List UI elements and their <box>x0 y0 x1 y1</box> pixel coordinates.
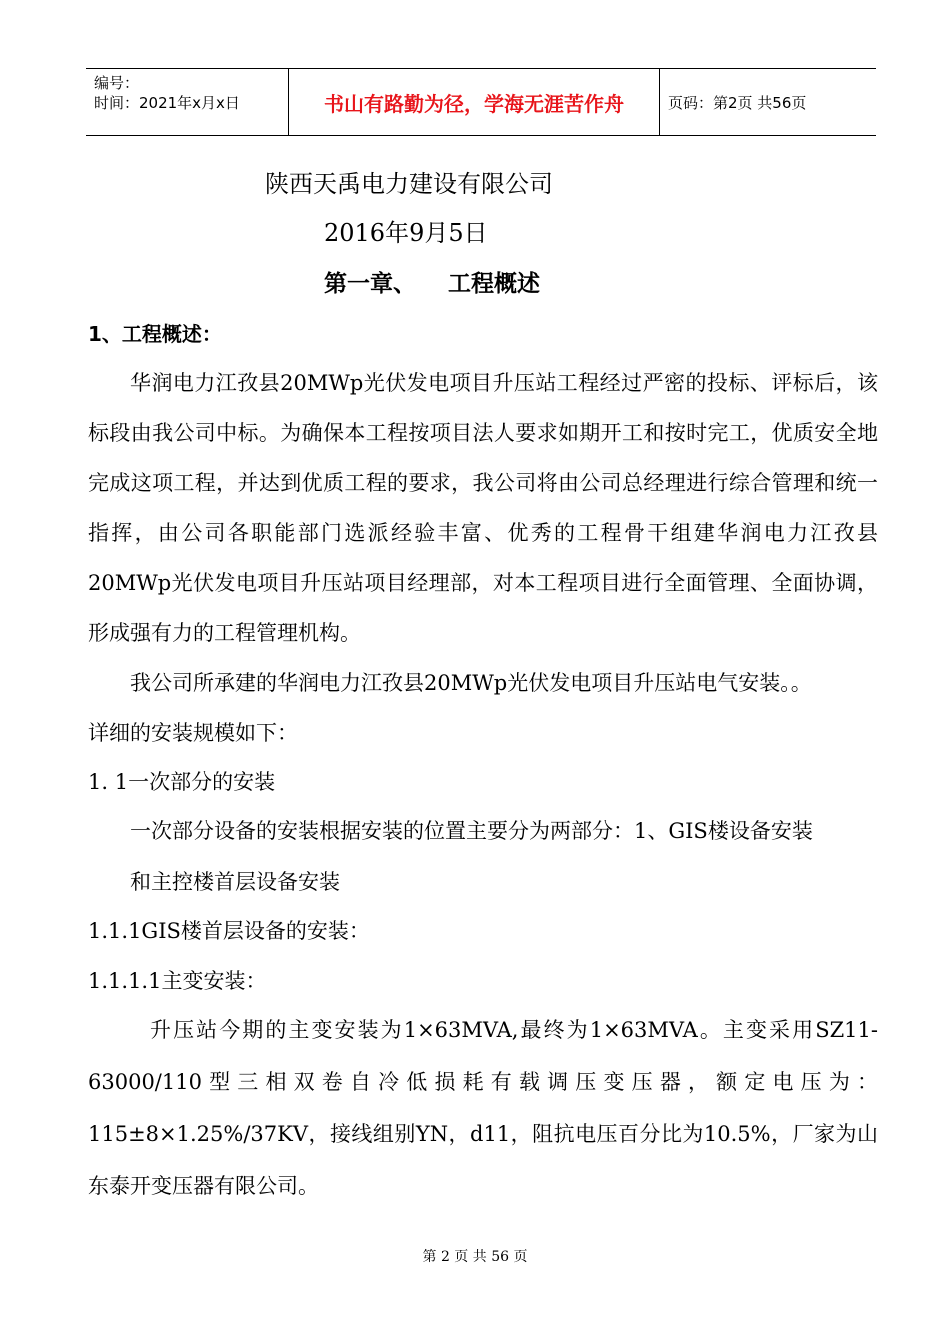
time-label: 时间：2021年x月x日 <box>94 94 240 112</box>
paragraph-overview: 华润电力江孜县20MWp光伏发电项目升压站工程经过严密的投标、评标后，该标段由我公司中标。为确保本工程按项目法人要求如期开工和按时完工，优质安全地完成这项工程，并达到优质工程的要求，我公司将由公司总经理进行综合管理和统一指挥，由公司各职能部门选派经验丰富、优秀的工程骨干组建华润电力江孜县20MWp光伏发电项目升压站项目经理部，对本工程项目进行全面管理、全面协调，形成强有力的工程管理机构。 <box>88 371 878 645</box>
motto: 书山有路勤为径，学海无涯苦作舟 <box>324 91 624 116</box>
page-label: 页码：第2页 共56页 <box>668 93 807 112</box>
section-heading: 1、工程概述： <box>88 322 222 346</box>
header-motto-cell <box>288 69 660 135</box>
subsection-primary-text-b: 和主控楼首层设备安装 <box>130 870 340 894</box>
page-footer: 第 2 页 共 56 页 <box>422 1249 528 1265</box>
chapter-title: 第一章、 工程概述 <box>324 271 541 297</box>
paragraph-scope-detail: 详细的安装规模如下： <box>88 721 298 745</box>
subsection-transformer: 1.1.1.1主变安装： <box>88 969 267 993</box>
company-name: 陕西天禹电力建设有限公司 <box>265 170 553 198</box>
paragraph-scope: 我公司所承建的华润电力江孜县20MWp光伏发电项目升压站电气安装。。 <box>130 671 812 695</box>
document-date: 2016年9月5日 <box>324 219 488 247</box>
header-table <box>86 68 876 136</box>
number-label: 编号： <box>94 74 140 92</box>
subsection-gis: 1.1.1GIS楼首层设备的安装： <box>88 919 370 943</box>
header-meta <box>86 69 288 135</box>
paragraph-transformer: 升压站今期的主变安装为1×63MVA,最终为1×63MVA。主变采用SZ11-63000/110型三相双卷自冷低损耗有载调压变压器，额定电压为：115±8×1.25%/37KV，接线组别YN，d11，阻抗电压百分比为10.5%，厂家为山东泰开变压器有限公司。 <box>88 1018 878 1198</box>
subsection-primary: 1. 1一次部分的安装 <box>88 770 276 794</box>
subsection-primary-text-a: 一次部分设备的安装根据安装的位置主要分为两部分：1、GIS楼设备安装 <box>130 819 813 843</box>
